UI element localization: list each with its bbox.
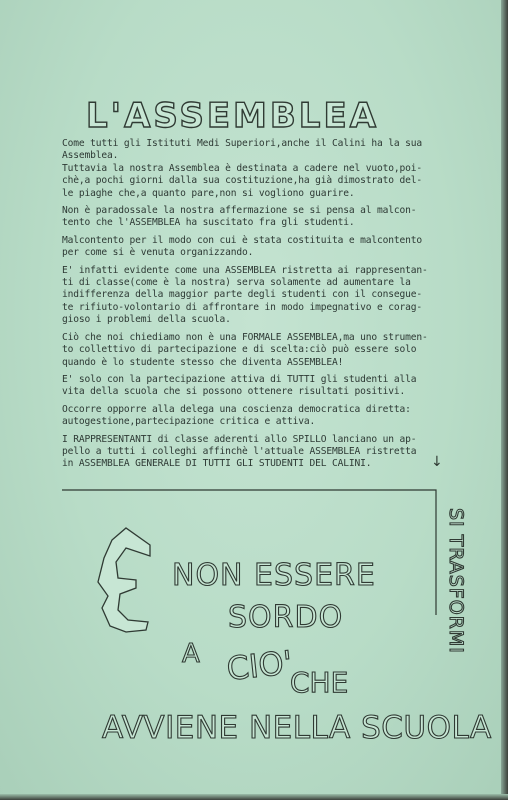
arrow-down-icon: ↓ <box>431 454 443 470</box>
side-text: SI TRASFORMI <box>445 508 467 654</box>
page-title: L'ASSEMBLEA <box>86 96 380 136</box>
slogan-line-4: AVVIENE NELLA SCUOLA <box>102 710 492 746</box>
paragraph: E' infatti evidente come una ASSEMBLEA ristretta ai rappresentan- ti di classe(come è la nostra) serva solamente ad aumentare la indifferenza della maggior parte degli studenti con il consegue- te rifiuto-volontario di affrontare in modo impegnativo e corag- gioso i problemi della scuola. <box>62 264 428 326</box>
paragraph: Non è paradossale la nostra affermazione se si pensa al malcon- tento che l'ASSEMBLEA ha suscitato fra gli studenti. <box>62 205 417 229</box>
slogan-artwork <box>0 470 508 800</box>
slogan-word-cio: CIO' <box>224 643 295 688</box>
slogan-line-1: NON ESSERE <box>172 558 376 593</box>
paragraph: Come tutti gli Istituti Medi Superiori,anche il Calini ha la sua Assemblea. Tuttavia la nostra Assemblea è destinata a cadere nel vuoto,poi- chè,a pochi giorni dalla sua costituzione,ha già dimostrato del- le piaghe che,a quanto pare,non si vogliono guarire. <box>62 138 423 199</box>
article-body <box>62 138 474 476</box>
paragraph: E' solo con la partecipazione attiva di TUTTI gli studenti alla vita della scuola che si possono ottenere risultati positivi. <box>62 373 417 398</box>
slogan-word-che: CHE <box>290 666 349 699</box>
slogan-line-2: SORDO <box>228 600 344 635</box>
paragraph: Occorre opporre alla delega una coscienza democratica diretta: autogestione,partecipazione critica e attiva. <box>62 403 411 428</box>
paragraph: Ciò che noi chiediamo non è una FORMALE ASSEMBLEA,ma uno strumen- to collettivo di partecipazione e di scelta:ciò può essere solo quando è lo studente stesso che diventa ASSEMBLEA! <box>62 331 428 368</box>
paragraph: I RAPPRESENTANTI di classe aderenti allo SPILLO lanciano un ap- pello a tutti i colleghi affinchè l'attuale ASSEMBLEA ristretta in ASSEMBLEA GENERALE DI TUTTI GLI STUDENTI DEL CALINI. <box>62 433 417 470</box>
paragraph: Malcontento per il modo con cui è stata costituita e malcontento per come si è venuta organizzando. <box>62 234 423 259</box>
big-letter-e-shape <box>98 528 150 632</box>
big-letter: E <box>0 470 1 471</box>
slogan-word-a: A <box>182 639 200 669</box>
